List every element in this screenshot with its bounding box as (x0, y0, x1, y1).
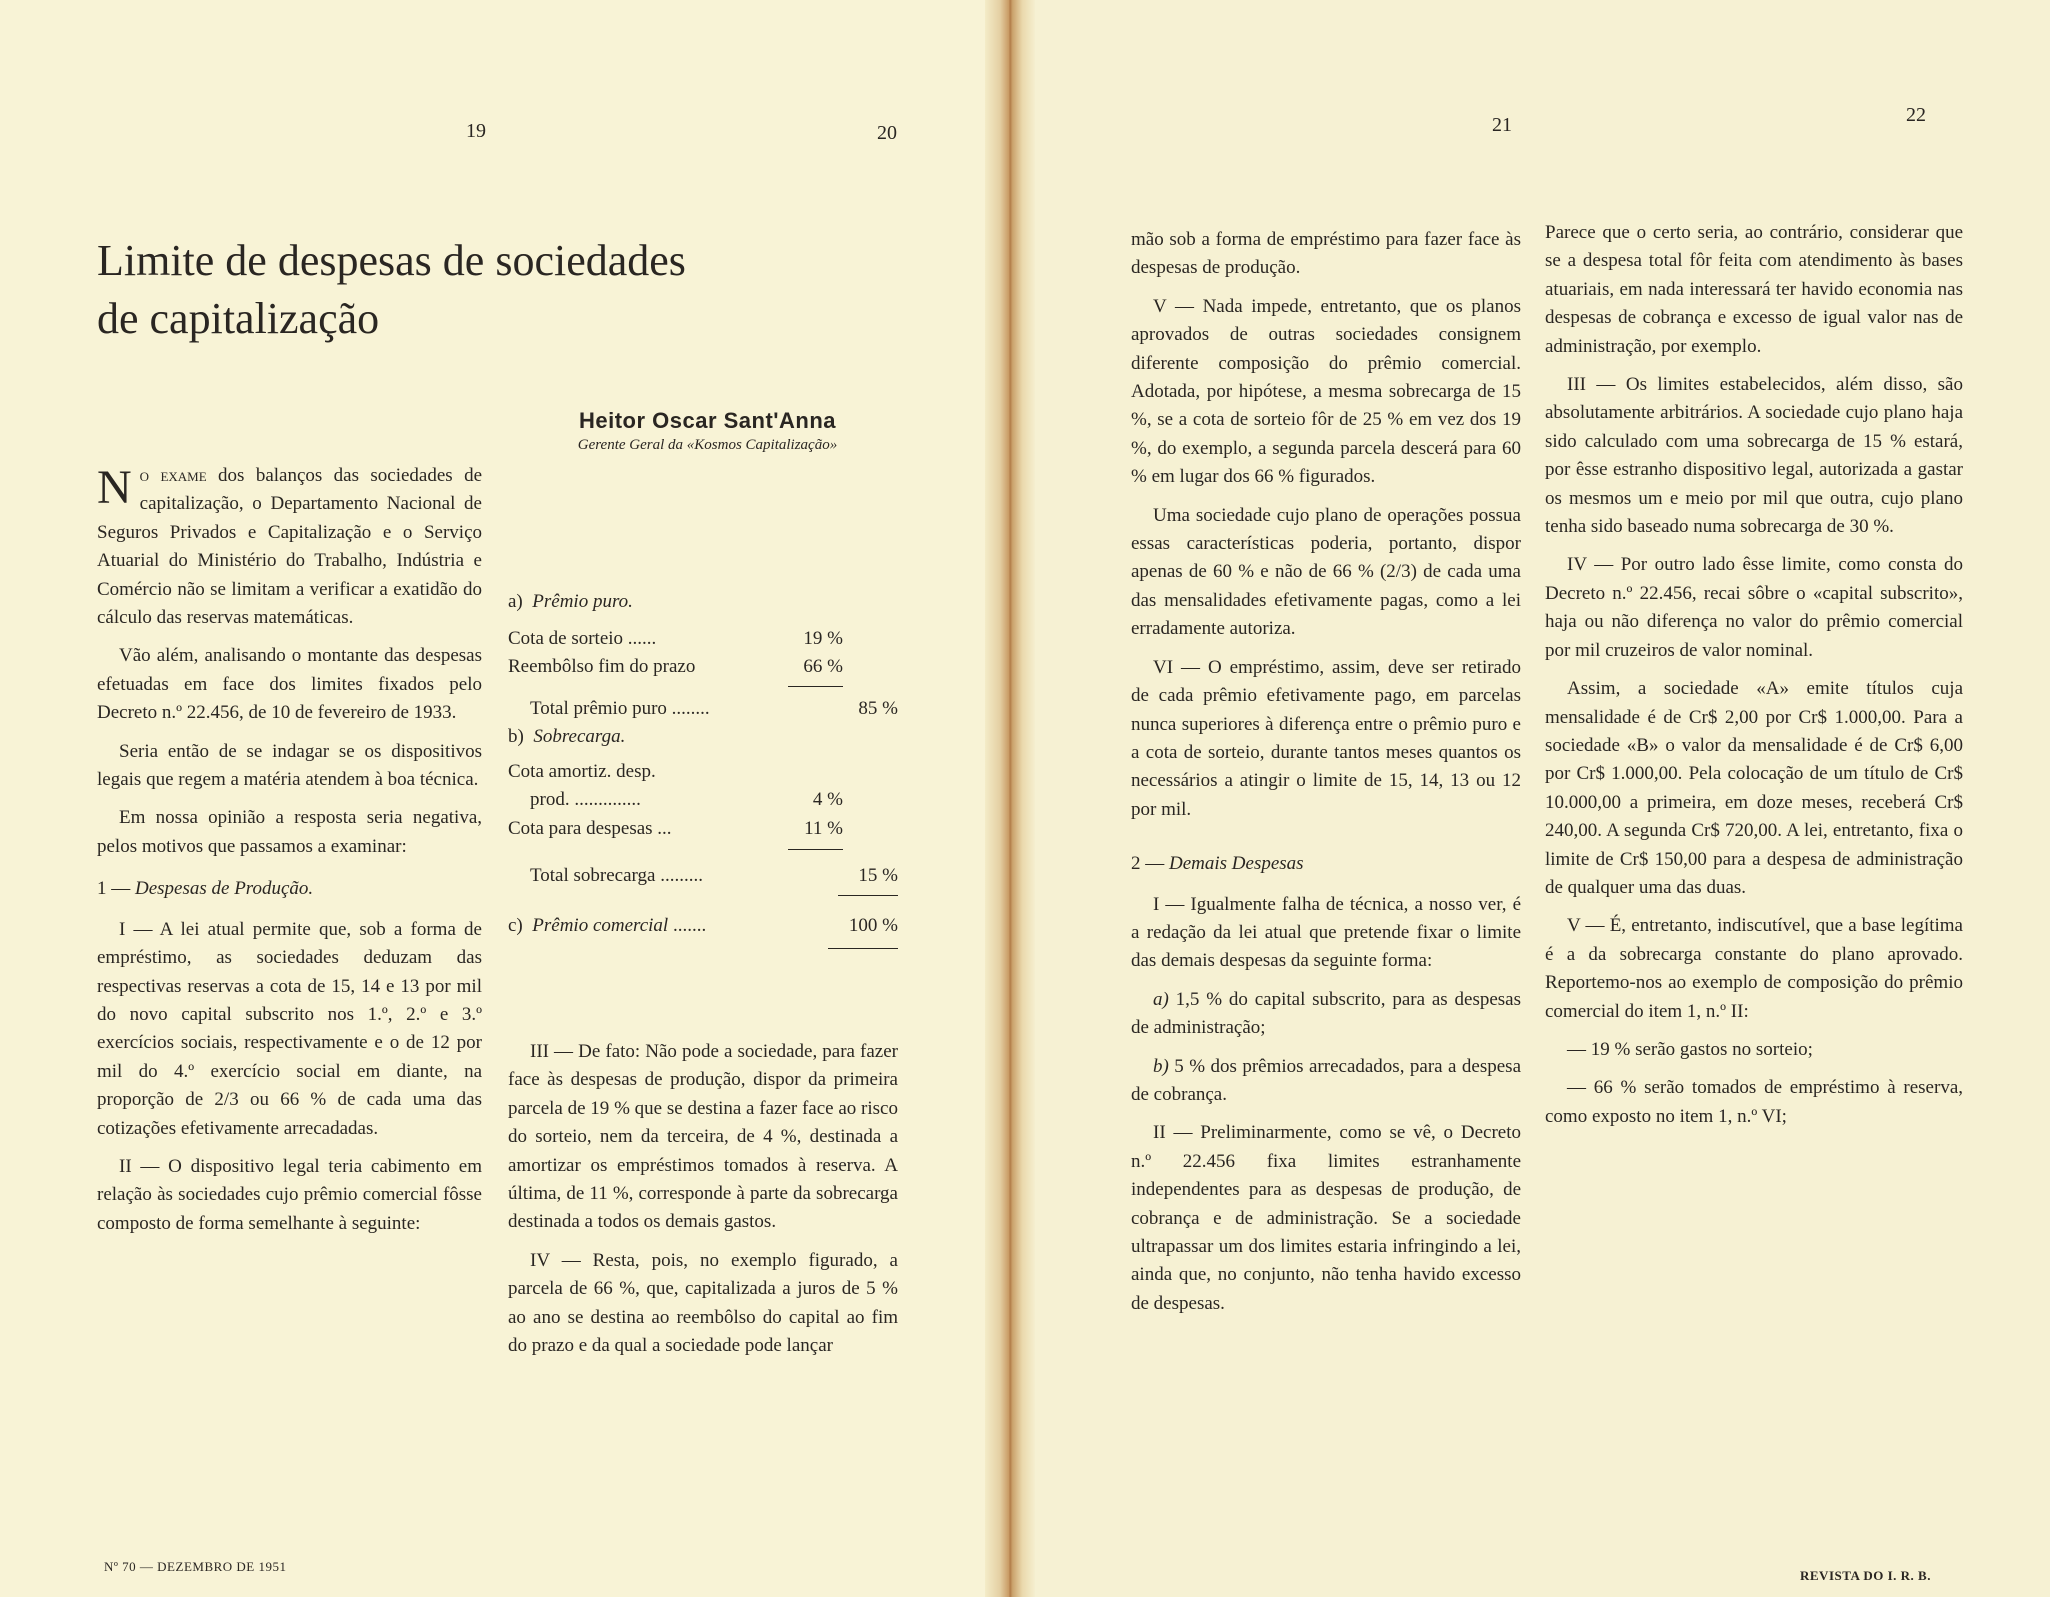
rule (788, 849, 843, 850)
section-number: 1 — (97, 878, 131, 900)
paragraph-intro (97, 462, 482, 632)
list-item-b (1131, 1053, 1521, 1110)
row-label: Cota de sorteio ...... (508, 627, 657, 649)
item-text: 5 % dos prêmios arrecadados, para a despesa de cobrança. (1131, 1055, 1521, 1105)
section-title: Demais Despesas (1169, 853, 1304, 875)
paragraph: Em nossa opinião a resposta seria negativa, pelos motivos que passamos a examinar: (97, 807, 482, 857)
column-4 (1545, 219, 1963, 1141)
paragraph: V — Nada impede, entretanto, que os planos aprovados de outras sociedades consignem diferente composição do prêmio comercial. Adotada, por hipótese, a mesma sobrecarga de 15 %, se a cota de sorteio fôr de 25 % em vez dos 19 %, do exemplo, a segunda parcela descerá para 60 % em lugar dos 66 % figurados. (1131, 295, 1521, 488)
item-text: 1,5 % do capital subscrito, para as despesas de administração; (1131, 988, 1521, 1039)
label-b: b) (508, 726, 524, 747)
paragraph: Uma sociedade cujo plano de operações possua essas características poderia, portanto, dispor apenas de 60 % e não de 66 % (2/3) de cada uma das mensalidades efetivamente pagas, como a lei erradamente autoriza. (1131, 504, 1521, 640)
list-item: — 66 % serão tomados de empréstimo à reserva, como exposto no item 1, n.º VI; (1545, 1077, 1963, 1127)
section-title: Despesas de Produção. (135, 878, 314, 900)
table-caption (508, 588, 898, 617)
table-row (508, 815, 898, 844)
page-number-19: 19 (466, 120, 486, 142)
rule (788, 686, 843, 687)
table-total (508, 695, 898, 724)
paragraph: II — Preliminarmente, como se vê, o Decreto n.º 22.456 fixa limites estranhamente independentes para as despesas de produção, de cobrança e de administração. Se a sociedade ultrapassar um dos limites estaria infringindo a lei, ainda que, no conjunto, não tenha havido excesso de despesas. (1131, 1122, 1521, 1314)
table-row (508, 653, 898, 682)
row-value: 11 % (804, 817, 843, 839)
total-value: 15 % (858, 865, 898, 886)
list-item-a (1131, 986, 1521, 1043)
table-row (508, 758, 898, 787)
paragraph: I — Igualmente falha de técnica, a nosso ver, é a redação da lei atual que pretende fixar o limite das demais despesas da seguinte forma: (1131, 893, 1521, 972)
table-row (508, 625, 898, 654)
title-line-1: Limite de despesas de sociedades (97, 236, 686, 285)
caption-a: Prêmio puro. (532, 591, 633, 612)
page-number-22: 22 (1906, 104, 1926, 126)
row-label: Reembôlso fim do prazo (508, 656, 696, 677)
intro-smallcaps: o exame (139, 465, 207, 486)
paragraph: Assim, a sociedade «A» emite títulos cuja mensalidade é de Cr$ 2,00 por Cr$ 1.000,00. Para a sociedade «B» o valor da mensalidade é de Cr$ 6,00 por Cr$ 1.000,00. Pela colocação de um título de Cr$ 10.000,00 a primeira, em doze meses, receberá Cr$ 240,00. A segunda Cr$ 720,00. A lei, entretanto, fixa o limite de Cr$ 150,00 para a despesa de administração de qualquer uma das duas. (1545, 678, 1963, 898)
book-spine (985, 0, 1035, 1597)
caption-b: Sobrecarga. (533, 726, 626, 747)
table-row (508, 786, 898, 815)
list-item: — 19 % serão gastos no sorteio; (1567, 1038, 1813, 1060)
table-grand-total (508, 912, 898, 941)
label-a: a) (508, 591, 523, 612)
paragraph: IV — Resta, pois, no exemplo figurado, a parcela de 66 %, que, capitalizada a juros de 5 % ao ano se destina ao reembôlso do capital ao fim do prazo e da qual a sociedade pode lançar (508, 1249, 898, 1357)
rule (838, 895, 898, 896)
page-number-21: 21 (1492, 114, 1512, 136)
footer-journal: REVISTA DO I. R. B. (1800, 1568, 1931, 1583)
row-label: Cota para despesas ... (508, 817, 672, 839)
paragraph: Parece que o certo seria, ao contrário, considerar que se a despesa total fôr feita com atendimento às bases atuariais, em nada interessará ter havido economia nas despesas de cobrança e excesso de igual valor nas de administração, por exemplo. (1545, 222, 1963, 357)
row-value: 19 % (803, 627, 843, 649)
item-label: b) (1153, 1055, 1169, 1077)
paragraph: Vão além, analisando o montante das despesas efetuadas em face dos limites fixados pelo Decreto n.º 22.456, de 10 de fevereiro de 1933. (97, 645, 482, 724)
row-label: Cota amortiz. desp. (508, 760, 656, 782)
section-number: 2 — (1131, 853, 1165, 875)
row-value: 4 % (812, 789, 843, 810)
total-label: Total prêmio puro ........ (530, 697, 710, 719)
intro-text: dos balanços das sociedades de capitalização, o Departamento Nacional de Seguros Privados e Capitalização e o Serviço Atuarial do Ministério do Trabalho, Indústria e Comércio não se limitam a verificar a exatidão do cálculo das reservas matemáticas. (97, 465, 482, 629)
total-label: Total sobrecarga ......... (530, 865, 703, 886)
leader-dots: ....... (672, 914, 707, 936)
table-caption (508, 723, 898, 752)
paragraph: VI — O empréstimo, assim, deve ser retirado de cada prêmio efetivamente pago, em parcelas nunca superiores à diferença entre o prêmio puro e a cota de sorteio, durante tantos meses quantos os necessários a atingir o limite de 15, 14, 13 ou 12 por mil. (1131, 656, 1521, 820)
caption-c: Prêmio comercial (532, 914, 669, 936)
paragraph: mão sob a forma de empréstimo para fazer face às despesas de produção. (1131, 229, 1521, 279)
title-line-2: de capitalização (97, 294, 380, 343)
footer-issue: Nº 70 — DEZEMBRO DE 1951 (104, 1559, 287, 1574)
premium-table (508, 588, 898, 957)
article-title (97, 232, 757, 348)
column-3 (1131, 226, 1521, 1328)
paragraph: II — O dispositivo legal teria cabimento em relação às sociedades cujo prêmio comercial fôsse composto de forma semelhante à seguinte: (97, 1155, 482, 1234)
paragraph: Seria então de se indagar se os dispositivos legais que regem a matéria atendem à boa técnica. (97, 740, 482, 791)
rule (828, 948, 898, 949)
grand-total-value: 100 % (848, 914, 898, 936)
drop-cap: N (97, 461, 132, 514)
page-number-20: 20 (877, 122, 897, 144)
column-1 (97, 462, 482, 1248)
label-c: c) (508, 914, 523, 936)
row-label: prod. .............. (530, 789, 641, 810)
table-total (508, 862, 898, 891)
section-heading-2 (1131, 850, 1521, 878)
section-heading-1 (97, 875, 482, 903)
column-2 (508, 1038, 898, 1370)
paragraph: V — É, entretanto, indiscutível, que a base legítima é a da sobrecarga constante do plano aprovado. Reportemo-nos ao exemplo de composição do prêmio comercial do item 1, n.º II: (1545, 915, 1963, 1022)
paragraph: III — De fato: Não pode a sociedade, para fazer face às despesas de produção, dispor da primeira parcela de 19 % que se destina a fazer face ao risco do sorteio, nem da terceira, de 4 %, destinada a amortizar os empréstimos tomados à reserva. A última, de 11 %, corresponde à parte da sobrecarga destinada a todos os demais gastos. (508, 1041, 898, 1233)
row-value: 66 % (803, 656, 843, 677)
author-affiliation: Gerente Geral da «Kosmos Capitalização» (577, 437, 838, 453)
item-label: a) (1153, 988, 1169, 1010)
paragraph: III — Os limites estabelecidos, além disso, são absolutamente arbitrários. A sociedade cujo plano haja sido calculado com uma sobrecarga de 15 % estará, por êsse estranho dispositivo legal, autorizada a gastar os mesmos um e meio por mil que outra, cujo plano tenha sido baseado numa sobrecarga de 30 %. (1545, 374, 1963, 538)
author-name: Heitor Oscar Sant'Anna (578, 408, 837, 433)
total-value: 85 % (858, 697, 898, 719)
paragraph: I — A lei atual permite que, sob a forma de empréstimo, as sociedades deduzam das respectivas reservas a cota de 15, 14 e 13 por mil do novo capital subscrito nos 1.º, 2.º e 3.º exercícios sociais, respectivamente e o de 12 por mil do 4.º exercício social em diante, na proporção de 2/3 ou 66 % de cada uma das cotizações efetivamente arrecadadas. (97, 918, 482, 1139)
paragraph: IV — Por outro lado êsse limite, como consta do Decreto n.º 22.456, recai sôbre o «capital subscrito», haja ou não diferença no valor do prêmio comercial por mil cruzeiros de valor nominal. (1545, 554, 1963, 661)
